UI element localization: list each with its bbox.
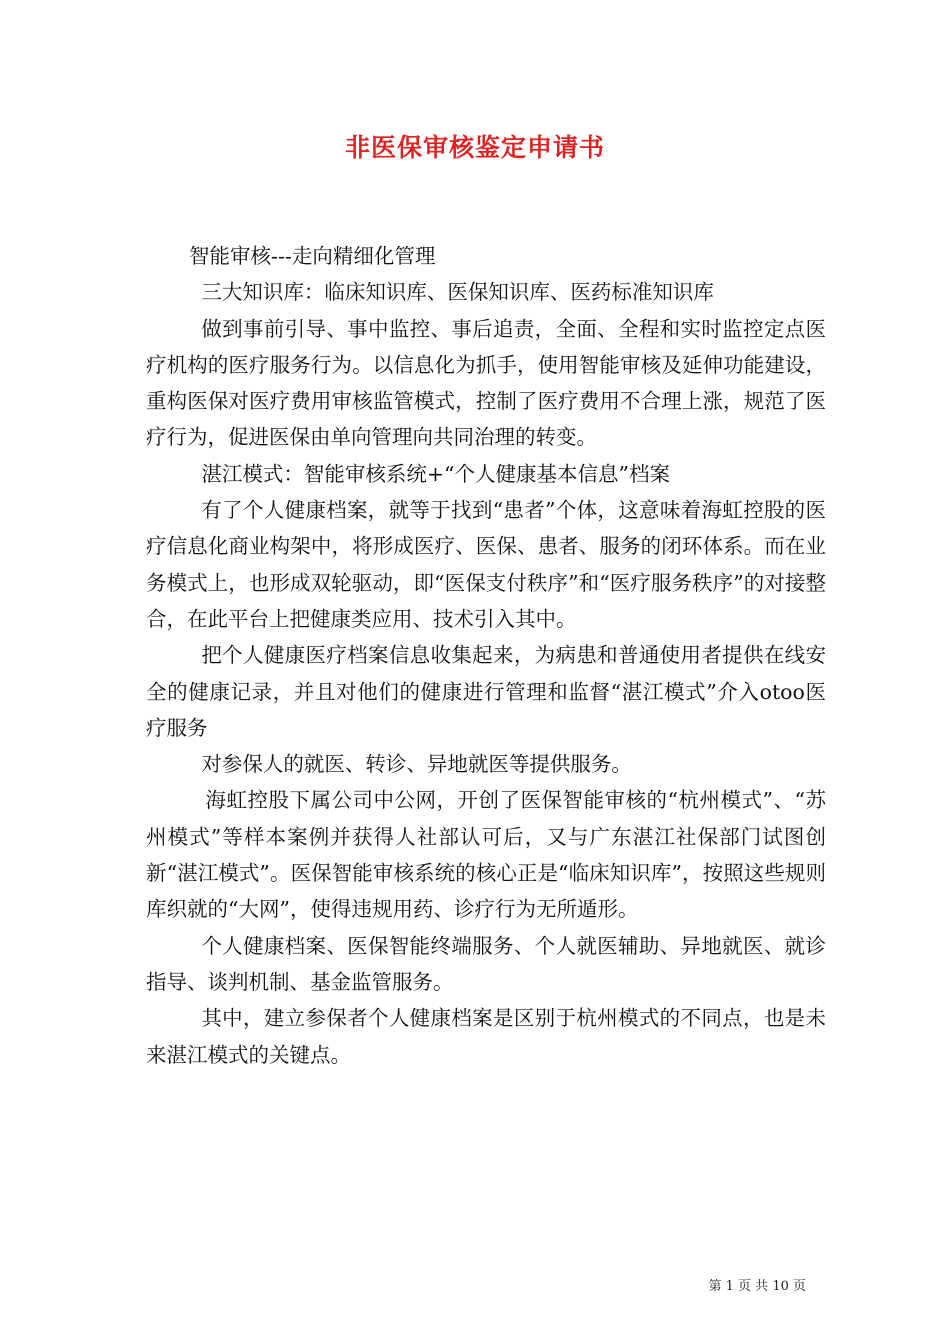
page-number: 第 1 页 共 10 页 — [708, 1279, 806, 1294]
paragraph-key-point: 其中，建立参保者个人健康档案是区别于杭州模式的不同点，也是未来湛江模式的关键点。 — [146, 1006, 826, 1067]
document-title: 非医保审核鉴定申请书 — [344, 133, 605, 162]
paragraph-collect-records: 把个人健康医疗档案信息收集起来，为病患和普通使用者提供在线安全的健康记录，并且对他们的健康进行管理和监督“湛江模式”介入otoo医疗服务 — [146, 643, 826, 740]
paragraph-service-list: 个人健康档案、医保智能终端服务、个人就医辅助、异地就医、就诊指导、谈判机制、基金监管服务。 — [146, 933, 826, 994]
paragraph-zhanjiang-model: 湛江模式：智能审核系统+“个人健康基本信息”档案 — [201, 461, 670, 486]
paragraph-monitoring: 做到事前引导、事中监控、事后追责，全面、全程和实时监控定点医疗机构的医疗服务行为。以信息化为抓手，使用智能审核及延伸功能建设，重构医保对医疗费用审核监管模式，控制了医疗费用不合理上涨，规范了医疗行为，促进医保由单向管理向共同治理的转变。 — [146, 316, 826, 450]
paragraph-knowledge-bases: 三大知识库：临床知识库、医保知识库、医药标准知识库 — [201, 280, 714, 305]
paragraph-zhonggongwang: 海虹控股下属公司中公网，开创了医保智能审核的“杭州模式”、“苏州模式”等样本案例并获得人社部认可后，又与广东湛江社保部门试图创新“湛江模式”。医保智能审核系统的核心正是“临床知识库”，按照这些规则库织就的“大网”，使得违规用药、诊疗行为无所遁形。 — [146, 788, 826, 922]
paragraph-insured-services: 对参保人的就医、转诊、异地就医等提供服务。 — [201, 752, 632, 777]
document-body — [146, 238, 826, 1073]
paragraph-health-archive: 有了个人健康档案，就等于找到“患者”个体，这意味着海虹控股的医疗信息化商业构架中，将形成医疗、医保、患者、服务的闭环体系。而在业务模式上，也形成双轮驱动，即“医保支付秩序”和“医疗服务秩序”的对接整合，在此平台上把健康类应用、技术引入其中。 — [146, 498, 826, 631]
paragraph-smart-review: 智能审核---走向精细化管理 — [189, 244, 436, 268]
